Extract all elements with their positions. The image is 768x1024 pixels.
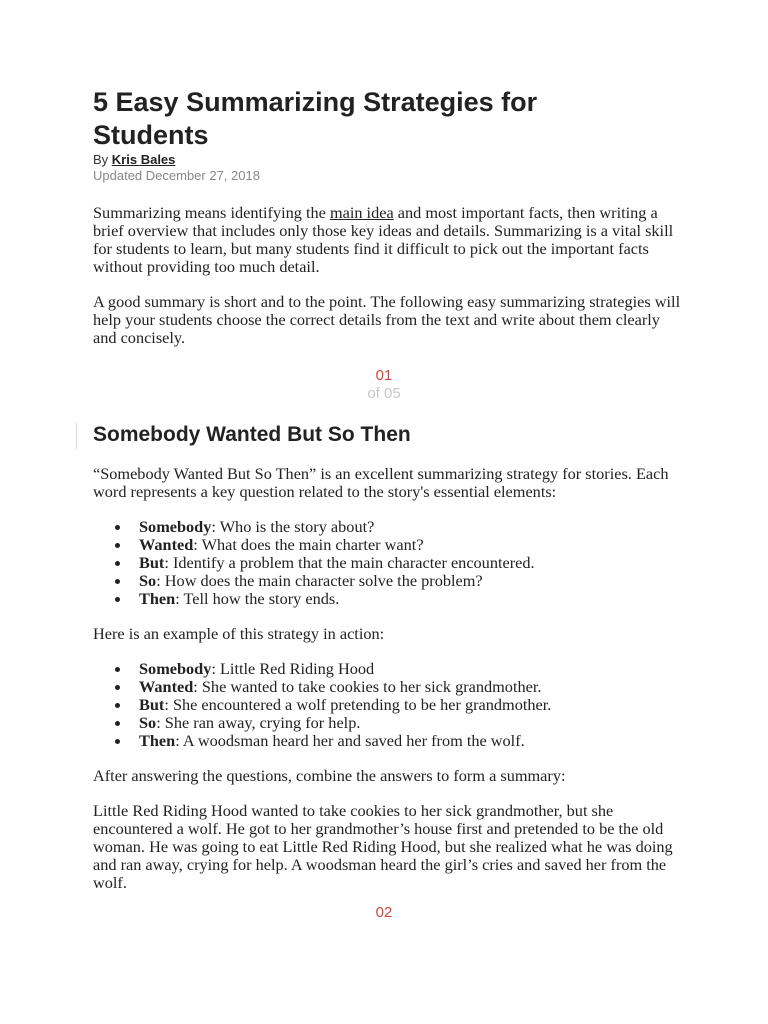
- list-item-text: : How does the main character solve the problem?: [156, 571, 483, 590]
- list-item: [93, 732, 683, 750]
- step-number: 02: [375, 904, 393, 921]
- list-item: [93, 518, 683, 536]
- bullet-icon: [115, 543, 120, 548]
- bullet-icon: [115, 703, 120, 708]
- list-item-text: : Little Red Riding Hood: [211, 659, 375, 678]
- bullet-icon: [115, 597, 120, 602]
- list-item-term: Somebody: [139, 659, 212, 678]
- list-item-text: : Tell how the story ends.: [175, 589, 340, 608]
- intro-paragraph-2: A good summary is short and to the point. The following easy summarizing strategies will help your students choose the correct details from the text and write about them clearly and concisely.: [93, 292, 681, 347]
- list-item: [93, 696, 683, 714]
- section-heading-wrap: [93, 422, 683, 448]
- list-item: [93, 554, 683, 572]
- strategy-description: “Somebody Wanted But So Then” is an excellent summarizing strategy for stories. Each word represents a key question related to the story's essential elements:: [93, 464, 669, 501]
- list-item-text: : She encountered a wolf pretending to be her grandmother.: [164, 695, 552, 714]
- list-item-text: : A woodsman heard her and saved her from the wolf.: [175, 731, 525, 750]
- step-number: 01: [375, 367, 393, 384]
- step-indicator-1: [93, 367, 675, 403]
- intro-paragraph-1: [93, 204, 683, 276]
- step-indicator-2: [93, 904, 675, 922]
- bullet-icon: [115, 721, 120, 726]
- list-item: [93, 714, 683, 732]
- bullet-icon: [115, 579, 120, 584]
- list-item-text: : She wanted to take cookies to her sick grandmother.: [193, 677, 542, 696]
- list-item-term: So: [139, 571, 157, 590]
- list-item: [93, 536, 683, 554]
- main-idea-link[interactable]: main idea: [329, 203, 394, 222]
- list-item-text: : She ran away, crying for help.: [156, 713, 361, 732]
- bullet-icon: [115, 739, 120, 744]
- list-item-term: Then: [139, 589, 176, 608]
- list-item-term: Somebody: [139, 517, 212, 536]
- list-item-term: So: [139, 713, 157, 732]
- section-heading: Somebody Wanted But So Then: [93, 423, 411, 446]
- summary-paragraph: Little Red Riding Hood wanted to take cookies to her sick grandmother, but she encountered a wolf. He got to her grandmother’s house first and pretended to be the old woman. He was going to eat Little Red Riding Hood, but she realized what he was doing and ran away, crying for help. A woodsman heard the girl’s cries and saved her from the wolf.: [93, 801, 673, 892]
- byline-prefix: By: [93, 152, 112, 167]
- bullet-icon: [115, 561, 120, 566]
- bullet-icon: [115, 667, 120, 672]
- list-item-term: Then: [139, 731, 176, 750]
- author-link[interactable]: Kris Bales: [111, 152, 176, 167]
- question-list: [93, 518, 683, 608]
- list-item-term: But: [139, 695, 165, 714]
- intro-p1-after: and most important facts, then writing a brief overview that includes only those key ideas and details. Summarizing is a vital skill for students to learn, but many students find it difficult to pick out the important facts without providing too much detail.: [93, 203, 674, 276]
- example-intro: Here is an example of this strategy in action:: [93, 624, 385, 643]
- article-title: 5 Easy Summarizing Strategies for Students: [93, 87, 538, 150]
- list-item-term: Wanted: [139, 677, 194, 696]
- list-item-text: : Who is the story about?: [211, 517, 375, 536]
- combine-paragraph: After answering the questions, combine the answers to form a summary:: [93, 766, 566, 785]
- list-item-text: : What does the main charter want?: [193, 535, 424, 554]
- list-item: [93, 590, 683, 608]
- step-total: of 05: [367, 385, 401, 402]
- bullet-icon: [115, 685, 120, 690]
- updated-date: Updated December 27, 2018: [93, 168, 260, 183]
- article-content: [93, 86, 683, 922]
- list-item-term: But: [139, 553, 165, 572]
- list-item: [93, 660, 683, 678]
- list-item: [93, 678, 683, 696]
- list-item: [93, 572, 683, 590]
- example-list: [93, 660, 683, 750]
- list-item-text: : Identify a problem that the main character encountered.: [164, 553, 535, 572]
- byline: [93, 152, 683, 168]
- list-item-term: Wanted: [139, 535, 194, 554]
- intro-p1-before: Summarizing means identifying the: [93, 203, 330, 222]
- section-divider-bar: [76, 423, 77, 449]
- bullet-icon: [115, 525, 120, 530]
